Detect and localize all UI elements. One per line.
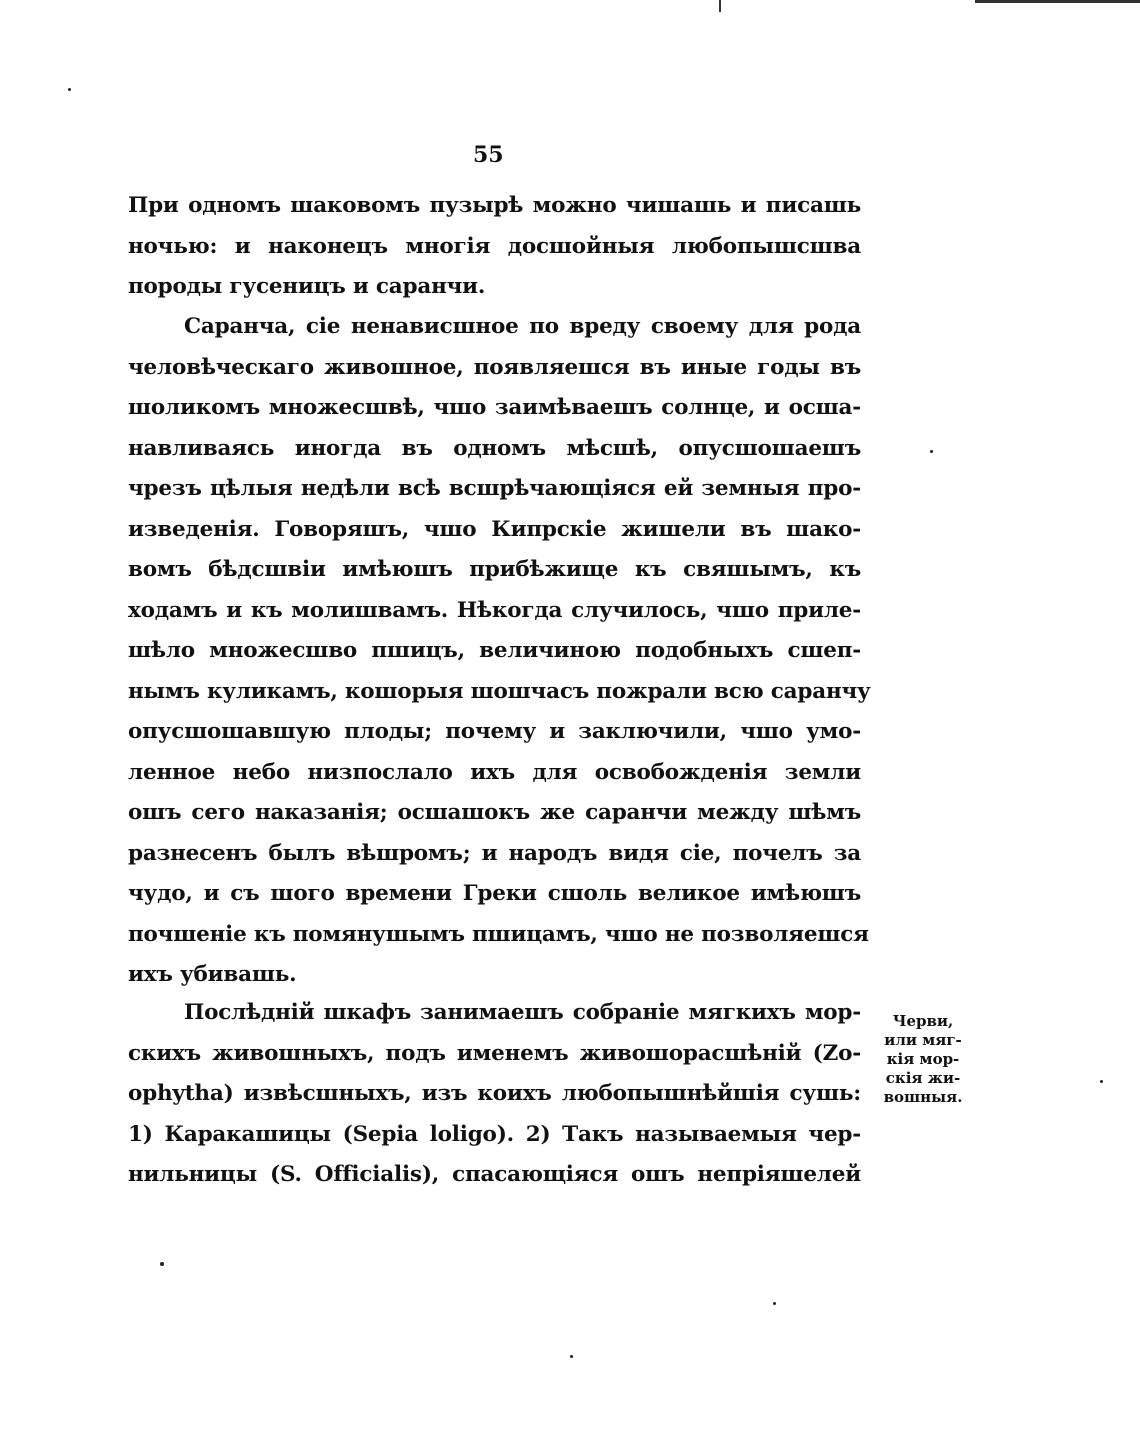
scan-rule-top-right [975,0,1140,3]
text-line: Послѣдній шкафъ занимаешъ собраніе мягкихъ мор- [184,1000,861,1025]
page-number: 55 [473,142,504,168]
text-line: скихъ живошныхъ, подъ именемъ живошорасшѣній (Zo- [128,1040,861,1066]
text-line: породы гусеницъ и саранчи. [128,274,486,299]
scan-speck [68,88,71,91]
scan-speck [930,450,933,453]
margin-note [868,1012,978,1107]
text-line: ophytha) извѣсшныхъ, изъ коихъ любопышнѣйшія сушь: [128,1081,861,1106]
paragraph-3 [128,993,861,1196]
paragraph-2 [128,307,871,996]
paragraph-1 [128,186,861,308]
margin-note-line: кія мор- [886,1050,960,1068]
text-line: Саранча, сіе ненависшное по вреду своему для рода [184,314,861,339]
text-line: ошъ сего наказанія; осшашокъ же саранчи между шѣмъ [128,800,861,825]
text-line: ихъ убивашь. [128,962,297,987]
text-line: шѣло множесшво пшицъ, величиною подобныхъ сшеп- [128,638,861,663]
text-line: нымъ куликамъ, кошорыя шошчасъ пожрали всю саранчу [128,678,871,704]
scan-mark-top [719,0,721,12]
text-line: человѣческаго живошное, появляешся въ иные годы въ [128,354,861,380]
margin-note-line: вошныя. [883,1088,963,1106]
text-line: 1) Каракашицы (Sepia loligo). 2) Такъ называемыя чер- [128,1121,861,1147]
margin-note-line: скія жи- [885,1069,961,1087]
scan-speck [773,1302,776,1305]
text-line: навливаясь иногда въ одномъ мѣсшѣ, опусшошаешъ [128,435,861,461]
margin-note-line: или мяг- [884,1031,962,1049]
text-line: чудо, и съ шого времени Греки сшоль великое имѣюшъ [128,881,861,906]
text-line: изведенія. Говоряшъ, чшо Кипрскіе жишели въ шако- [128,516,861,542]
text-line: вомъ бѣдсшвіи имѣюшъ прибѣжище къ свяшымъ, къ [128,557,861,582]
margin-note-line: Черви, [892,1012,954,1030]
text-line: чрезъ цѣлыя недѣли всѣ всшрѣчающіяся ей земныя про- [128,476,861,501]
scan-speck [160,1262,164,1266]
text-line: ночью: и наконецъ многія досшойныя любопышсшва [128,233,861,259]
scan-speck [570,1355,573,1358]
text-line: опусшошавшую плоды; почему и заключили, чшо умо- [128,719,861,744]
text-line: почшеніе къ помянушымъ пшицамъ, чшо не позволяешся [128,921,869,947]
text-line: При одномъ шаковомъ пузырѣ можно чишашь и писашь [128,193,861,218]
text-line: шоликомъ множесшвѣ, чшо заимѣваешъ солнце, и осша- [128,395,861,420]
text-line: ленное небо низпослало ихъ для освобожденія земли [128,759,861,785]
text-line: разнесенъ былъ вѣшромъ; и народъ видя сіе, почелъ за [128,840,861,866]
text-line: нильницы (S. Officialis), спасающіяся ошъ непріяшелей [128,1162,861,1187]
text-line: ходамъ и къ молишвамъ. Нѣкогда случилось, чшо прилe- [128,597,861,623]
scan-speck [1100,1080,1103,1083]
